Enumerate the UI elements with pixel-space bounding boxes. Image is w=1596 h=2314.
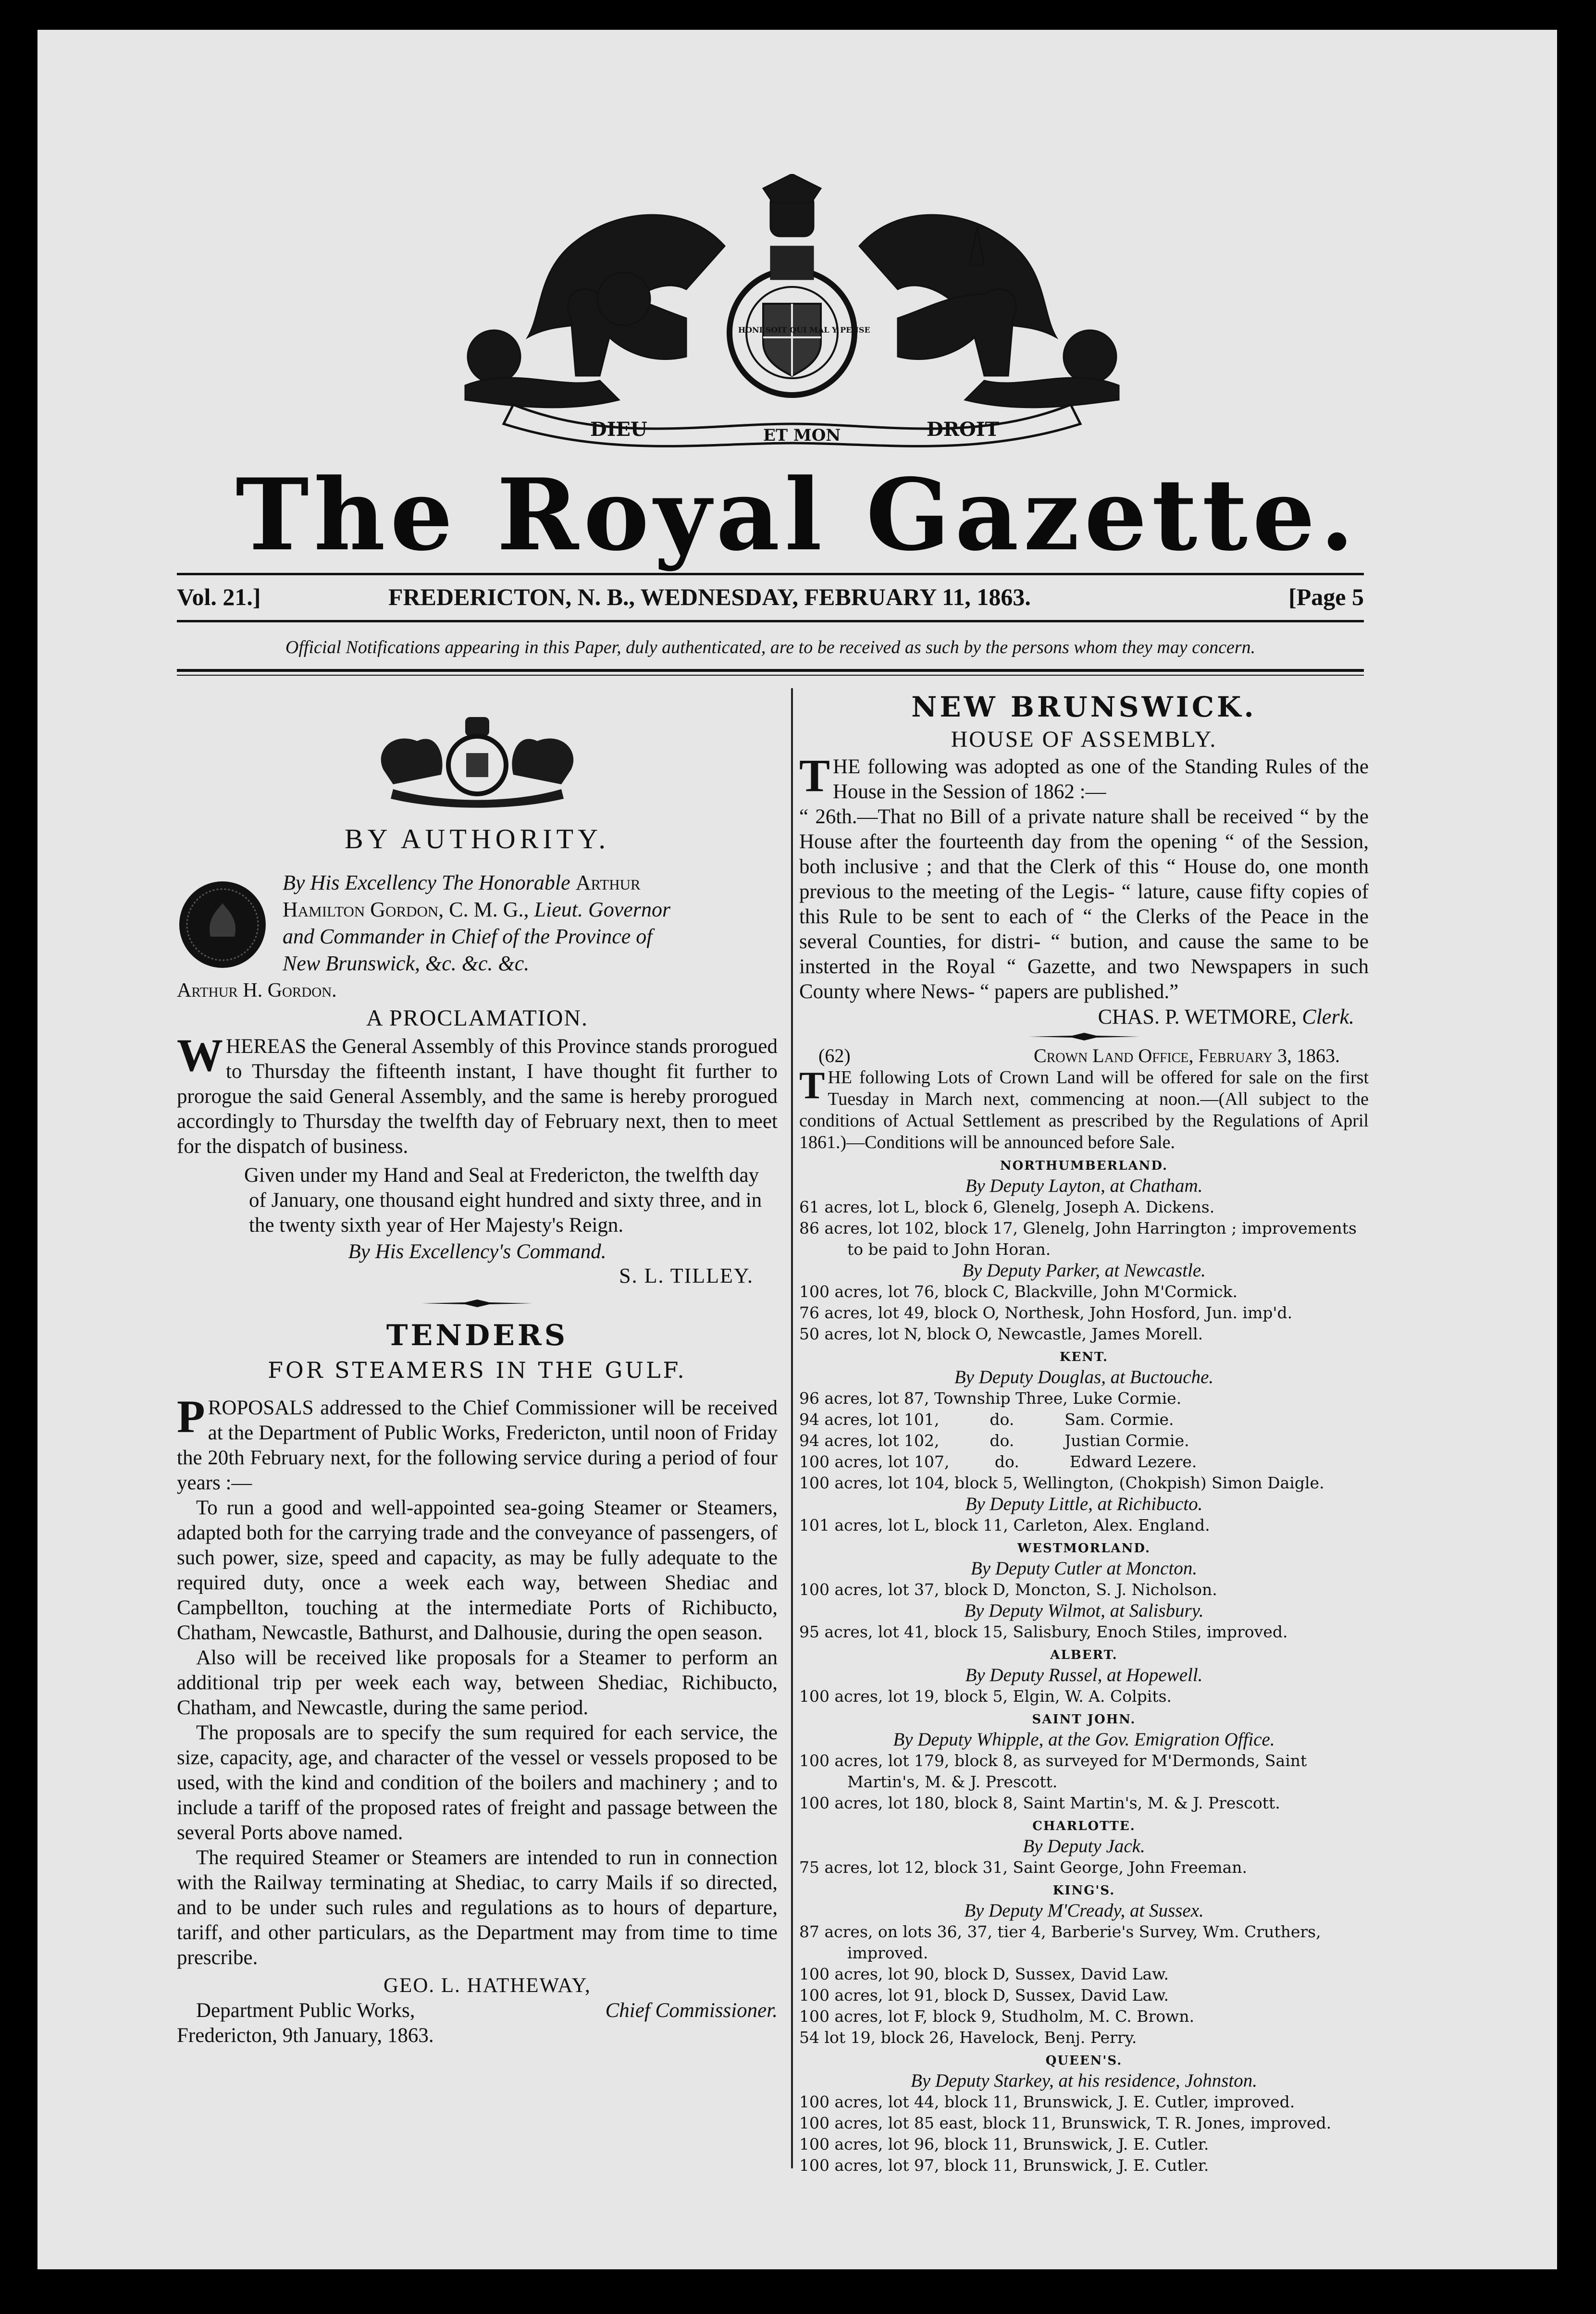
clerk-signature bbox=[799, 1004, 1354, 1029]
motto-garter: HONI SOIT QUI MAL Y PENSE bbox=[738, 325, 870, 334]
land-lot-entry: 86 acres, lot 102, block 17, Glenelg, John Harrington ; improvements to be paid to John Horan. bbox=[799, 1219, 1357, 1259]
deputy-line: By Deputy Starkey, at his residence, Johnston. bbox=[911, 2070, 1257, 2091]
motto-right: DROIT bbox=[927, 418, 1000, 441]
drop-cap: P bbox=[177, 1391, 205, 1442]
land-lot-entry: 96 acres, lot 87, Township Three, Luke Cormie. bbox=[799, 1389, 1182, 1408]
county-heading: SAINT JOHN. bbox=[1032, 1712, 1136, 1727]
county-heading: ALBERT. bbox=[1050, 1648, 1118, 1662]
land-lot-entry: 75 acres, lot 12, block 31, Saint George, John Freeman. bbox=[799, 1858, 1248, 1877]
ornament-divider bbox=[1029, 1032, 1139, 1041]
rule-mid bbox=[177, 620, 1364, 622]
house-of-assembly-heading: HOUSE OF ASSEMBLY. bbox=[951, 727, 1217, 752]
land-lot-entry: 94 acres, lot 101, do. Sam. Cormie. bbox=[799, 1410, 1174, 1429]
scan-edge bbox=[0, 38, 19, 125]
land-lots-list bbox=[799, 1156, 1369, 2176]
crown-land-office-line: Crown Land Office, February 3, 1863. bbox=[1034, 1045, 1340, 1066]
tender-paragraph: Also will be received like proposals for a Steamer to perform an additional trip per week each way, between Shediac, Richibucto, Chatham, and Newcastle, during the same period. bbox=[177, 1646, 778, 1719]
land-lot-entry: 100 acres, lot F, block 9, Studholm, M. C. Brown. bbox=[799, 2007, 1195, 2026]
drop-cap: T bbox=[799, 1064, 825, 1107]
masthead-title: The Royal Gazette. bbox=[235, 458, 1359, 573]
land-lot-entry: 100 acres, lot 85 east, block 11, Brunswick, T. R. Jones, improved. bbox=[799, 2114, 1332, 2132]
land-lot-entry: 100 acres, lot 90, block D, Sussex, David Law. bbox=[799, 1965, 1169, 1983]
land-lot-entry: 100 acres, lot 107, do. Edward Lezere. bbox=[799, 1452, 1197, 1471]
right-column bbox=[799, 691, 1369, 2176]
land-lot-entry: 101 acres, lot L, block 11, Carleton, Alex. England. bbox=[799, 1516, 1210, 1534]
land-lot-entry: 100 acres, lot 104, block 5, Wellington, (Chokpish) Simon Daigle. bbox=[799, 1473, 1324, 1492]
county-heading: WESTMORLAND. bbox=[1017, 1541, 1151, 1556]
tender-paragraph: To run a good and well-appointed sea-going Steamer or Steamers, adapted both for the carrying trade and the conveyance of passengers, of such power, size, speed and capacity, as may be fully adequate to the required duty, once a week each way, between Shediac and Campbellton, touching at the intermediate Ports of Richibucto, Chatham, Newcastle, Bathurst, and Dalhousie, during the open season. bbox=[177, 1497, 778, 1644]
land-lot-entry: 61 acres, lot L, block 6, Glenelg, Joseph A. Dickens. bbox=[799, 1198, 1215, 1216]
deputy-line: By Deputy Russel, at Hopewell. bbox=[965, 1665, 1203, 1685]
standing-rule-intro bbox=[799, 750, 1369, 804]
tender-text: ROPOSALS addressed to the Chief Commissioner will be received at the Department of Public Works, Fredericton, until noon of Friday the 20th February next, for the following service during a period of four years :— bbox=[177, 1397, 778, 1494]
proclamation-body: HEREAS the General Assembly of this Province stands prorogued to Thursday the fifteenth instant, I have thought fit further to prorogue the said General Assembly, and the same is hereby prorogued accordingly to Thursday the twelfth day of February next, then to meet for the dispatch of business. bbox=[177, 1035, 778, 1158]
crown-land-intro bbox=[799, 1064, 1369, 1153]
rule-bottom-thin bbox=[177, 675, 1364, 676]
tender-paragraph bbox=[177, 1391, 778, 1496]
deputy-line: By Deputy Douglas, at Buctouche. bbox=[954, 1367, 1214, 1387]
land-lot-entry: 54 lot 19, block 26, Havelock, Benj. Perry. bbox=[799, 2028, 1137, 2047]
ornament-divider bbox=[422, 1299, 532, 1308]
county-heading: KENT. bbox=[1059, 1350, 1109, 1364]
dateline bbox=[177, 580, 1364, 614]
rule-bottom bbox=[177, 669, 1364, 672]
governor-line: C. M. G., bbox=[449, 898, 529, 921]
motto-middle: ET MON bbox=[763, 426, 841, 445]
newspaper-page bbox=[37, 30, 1557, 2269]
deputy-line: By Deputy Parker, at Newcastle. bbox=[962, 1260, 1206, 1281]
deputy-line: By Deputy Layton, at Chatham. bbox=[965, 1176, 1203, 1196]
department-date: Fredericton, 9th January, 1863. bbox=[177, 2024, 434, 2047]
rule-intro-text: HE following was adopted as one of the Standing Rules of the House in the Session of 1862 :— bbox=[833, 755, 1369, 803]
land-lot-entry: 100 acres, lot 76, block C, Blackville, John M'Cormick. bbox=[799, 1282, 1237, 1301]
proclamation-title: A PROCLAMATION. bbox=[366, 1005, 589, 1031]
place-date: FREDERICTON, N. B., WEDNESDAY, FEBRUARY 11, 1863. bbox=[388, 583, 1031, 610]
governor-seal-icon bbox=[177, 879, 268, 970]
land-lot-entry: 50 acres, lot N, block O, Newcastle, James Morell. bbox=[799, 1324, 1203, 1343]
proclamation-text bbox=[177, 1029, 778, 1159]
county-heading: CHARLOTTE. bbox=[1032, 1819, 1136, 1833]
given-under-hand: Given under my Hand and Seal at Fredericton, the twelfth day of January, one thousand eight hundred and sixty three, and in the twenty sixth year of Her Majesty's Reign. bbox=[244, 1164, 762, 1237]
commissioner-title: Chief Commissioner. bbox=[605, 1999, 778, 2022]
deputy-line: By Deputy Whipple, at the Gov. Emigration Office. bbox=[893, 1729, 1275, 1750]
tender-paragraph: The required Steamer or Steamers are intended to run in connection with the Railway terminating at Shediac, to carry Mails if so directed, and to be under such rules and regulations as to hours of departure, tariff, and other particulars, as the Department may from time to time prescribe. bbox=[177, 1846, 778, 1969]
governor-line: Hamilton Gordon, bbox=[283, 898, 444, 921]
tenders-subtitle: FOR STEAMERS IN THE GULF. bbox=[268, 1357, 687, 1383]
land-lot-entry: 100 acres, lot 97, block 11, Brunswick, J. E. Cutler. bbox=[799, 2156, 1209, 2175]
land-lot-entry: 100 acres, lot 37, block D, Moncton, S. J. Nicholson. bbox=[799, 1580, 1217, 1599]
deputy-line: By Deputy Wilmot, at Salisbury. bbox=[964, 1600, 1204, 1621]
governor-signature: Arthur H. Gordon. bbox=[177, 979, 337, 1002]
left-column bbox=[177, 712, 778, 2048]
governor-line: Lieut. Governor bbox=[534, 898, 671, 921]
deputy-line: By Deputy Little, at Richibucto. bbox=[965, 1494, 1203, 1514]
governor-block bbox=[278, 869, 778, 977]
land-lot-entry: 100 acres, lot 96, block 11, Brunswick, J. E. Cutler. bbox=[799, 2135, 1209, 2153]
land-lot-entry: 100 acres, lot 179, block 8, as surveyed for M'Dermonds, Saint Martin's, M. & J. Prescott. bbox=[799, 1751, 1307, 1791]
county-heading: NORTHUMBERLAND. bbox=[1000, 1159, 1168, 1173]
by-command: By His Excellency's Command. bbox=[348, 1240, 606, 1263]
clerk-title: Clerk. bbox=[1302, 1005, 1354, 1028]
notice-number: (62) bbox=[818, 1045, 851, 1066]
deputy-line: By Deputy Jack. bbox=[1023, 1836, 1145, 1856]
page-number: [Page 5 bbox=[1288, 583, 1364, 610]
land-lot-entry: 100 acres, lot 91, block D, Sussex, David Law. bbox=[799, 1986, 1169, 2005]
governor-line: and Commander in Chief of the Province of bbox=[283, 925, 653, 948]
royal-coat-of-arms bbox=[417, 174, 1167, 458]
drop-cap: T bbox=[799, 750, 830, 801]
land-lot-entry: 87 acres, on lots 36, 37, tier 4, Barberie's Survey, Wm. Cruthers, improved. bbox=[799, 1922, 1321, 1962]
land-lot-entry: 100 acres, lot 180, block 8, Saint Martin's, M. & J. Prescott. bbox=[799, 1794, 1280, 1812]
governor-line: By His Excellency The Honorable bbox=[283, 871, 570, 894]
crown-land-intro-text: HE following Lots of Crown Land will be offered for sale on the first Tuesday in March next, commencing at noon.—(All subject to the conditions of Actual Settlement as prescribed by the Regulations of April 1861.)—Conditions will be announced before Sale. bbox=[799, 1067, 1369, 1152]
deputy-line: By Deputy M'Cready, at Sussex. bbox=[964, 1900, 1204, 1921]
new-brunswick-title: NEW BRUNSWICK. bbox=[911, 691, 1257, 723]
county-heading: QUEEN'S. bbox=[1045, 2054, 1123, 2068]
land-lot-entry: 100 acres, lot 19, block 5, Elgin, W. A. Colpits. bbox=[799, 1687, 1172, 1706]
rule-top bbox=[177, 573, 1364, 575]
scan-edge bbox=[1571, 19, 1596, 77]
land-lot-entry: 76 acres, lot 49, block O, Northesk, John Hosford, Jun. imp'd. bbox=[799, 1303, 1293, 1322]
by-authority-heading: BY AUTHORITY. bbox=[344, 823, 610, 854]
deputy-line: By Deputy Cutler at Moncton. bbox=[970, 1558, 1198, 1579]
drop-cap: W bbox=[177, 1029, 223, 1081]
crown-land-office-header bbox=[799, 1044, 1369, 1067]
tender-paragraph: The proposals are to specify the sum required for each service, the size, capacity, age, and character of the vessel or vessels proposed to be used, with the kind and condition of the boilers and machinery ; and to include a tariff of the proposed rates of freight and passage between the several Ports above named. bbox=[177, 1721, 778, 1844]
small-crest-icon bbox=[364, 712, 590, 808]
clerk-name: CHAS. P. WETMORE, bbox=[1098, 1005, 1297, 1028]
department-line: Department Public Works, bbox=[196, 1999, 415, 2022]
governor-line: New Brunswick, &c. &c. &c. bbox=[283, 952, 530, 975]
county-heading: KING'S. bbox=[1052, 1883, 1115, 1898]
land-lot-entry: 100 acres, lot 44, block 11, Brunswick, J. E. Cutler, improved. bbox=[799, 2092, 1295, 2111]
tender-signature bbox=[177, 1973, 778, 2048]
column-divider bbox=[791, 688, 793, 2168]
secretary-signature: S. L. TILLEY. bbox=[619, 1264, 754, 1287]
volume-number: Vol. 21.] bbox=[177, 583, 261, 610]
land-lot-entry: 94 acres, lot 102, do. Justian Cormie. bbox=[799, 1431, 1189, 1450]
commissioner-name: GEO. L. HATHEWAY, bbox=[384, 1974, 591, 1997]
land-lot-entry: 95 acres, lot 41, block 15, Salisbury, Enoch Stiles, improved. bbox=[799, 1622, 1288, 1641]
governor-line: Arthur bbox=[575, 871, 641, 894]
motto-left: DIEU bbox=[590, 418, 647, 441]
official-notice: Official Notifications appearing in this Paper, duly authenticated, are to be received as such by the persons whom they may concern. bbox=[285, 637, 1256, 657]
standing-rule-text: “ 26th.—That no Bill of a private nature shall be received “ by the House after the fourteenth day from the opening “ of the Session, both inclusive ; and that the Clerk of this “ House do, one month previous to the meeting of the Legis- “ lature, cause fifty copies of this Rule to be sent to each of “ the Clerks of the Peace in the several Counties, for distri- “ bution, and cause the same to be insterted in the Royal “ Gazette, and two Newspapers in such County where News- “ papers are published.” bbox=[799, 805, 1369, 1003]
tenders-title: TENDERS bbox=[386, 1319, 569, 1352]
